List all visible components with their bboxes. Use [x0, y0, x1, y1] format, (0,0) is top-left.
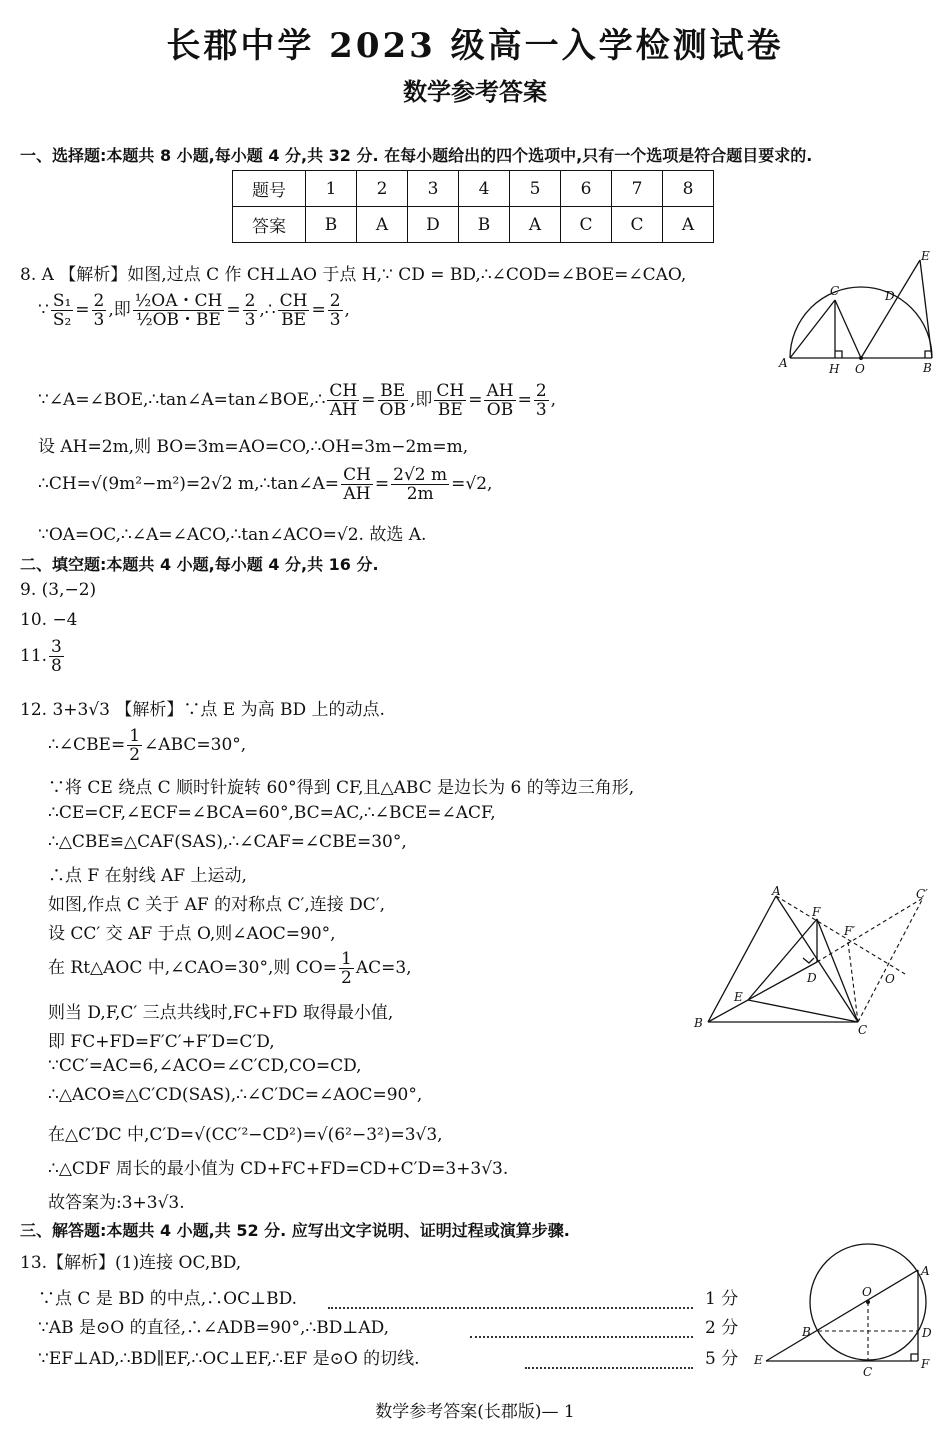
- text: ∴∠CBE=: [48, 735, 126, 755]
- score-1: 1 分: [705, 1289, 739, 1309]
- label-C: C: [858, 1023, 868, 1037]
- q13-line-2: ∵点 C 是 BD 的中点,∴OC⊥BD.: [38, 1289, 298, 1309]
- q12-line-16: 故答案为:3+3√3.: [48, 1193, 185, 1213]
- text: =: [311, 300, 326, 320]
- text: =√2,: [451, 474, 493, 494]
- right-angle-mark: [835, 351, 842, 358]
- denominator: 8: [51, 656, 62, 676]
- text: =: [75, 300, 90, 320]
- table-cell: A: [357, 207, 408, 243]
- fraction: [278, 292, 310, 329]
- text: ,即: [409, 390, 433, 410]
- fraction: [92, 292, 107, 329]
- label-B: B: [694, 1016, 703, 1030]
- q12-line-14: 在△C′DC 中,C′D=√(CC′²−CD²)=√(6²−3²)=3√3,: [48, 1125, 443, 1145]
- fraction: [534, 382, 549, 419]
- label-A: A: [921, 1264, 930, 1278]
- q12-line-11: 即 FC+FD=F′C′+F′D=C′D,: [48, 1032, 275, 1052]
- denominator: 3: [329, 310, 341, 330]
- numerator: CH: [329, 381, 358, 401]
- text: ,: [550, 390, 557, 410]
- text: 11.: [20, 646, 48, 666]
- q12-line-8: 设 CC′ 交 AF 于点 O,则∠AOC=90°,: [48, 924, 336, 944]
- table-cell: B: [459, 207, 510, 243]
- section3-heading: 三、解答题:本题共 4 小题,共 52 分. 应写出文字说明、证明过程或演算步骤.: [20, 1221, 570, 1240]
- text: ∠ABC=30°,: [144, 735, 247, 755]
- q12-line-7: 如图,作点 C 关于 AF 的对称点 C′,连接 DC′,: [48, 895, 386, 915]
- numerator: 2: [93, 291, 105, 311]
- table-cell: A: [510, 207, 561, 243]
- denominator: OB: [379, 400, 406, 420]
- figure-q12: [690, 884, 940, 1040]
- answer-11: [20, 638, 66, 675]
- label-O: O: [855, 362, 865, 376]
- score-3: 5 分: [705, 1349, 739, 1369]
- denominator: 2: [129, 745, 141, 765]
- numerator: 1: [340, 949, 352, 969]
- right-angle-mark: [803, 958, 814, 963]
- q8-line-2: [38, 292, 350, 329]
- table-row: [233, 171, 714, 207]
- text: ∵∠A=∠BOE,∴tan∠A=tan∠BOE,∴: [38, 390, 326, 410]
- label-E: E: [921, 249, 930, 263]
- leader-dots: [470, 1321, 693, 1340]
- q12-line-5: ∴△CBE≌△CAF(SAS),∴∠CAF=∠CBE=30°,: [48, 832, 407, 852]
- label-H: H: [829, 362, 840, 376]
- numerator: CH: [279, 291, 308, 311]
- q8-line-6: ∵OA=OC,∴∠A=∠ACO,∴tan∠ACO=√2. 故选 A.: [38, 525, 427, 545]
- fraction: [434, 382, 466, 419]
- label-F: F: [812, 905, 821, 919]
- denominator: 3: [535, 400, 547, 420]
- text: =: [517, 390, 532, 410]
- table-header-cell: 答案: [233, 207, 306, 243]
- q8-line-4: 设 AH=2m,则 BO=3m=AO=CO,∴OH=3m−2m=m,: [38, 437, 469, 457]
- q12-line-15: ∴△CDF 周长的最小值为 CD+FC+FD=CD+C′D=3+3√3.: [48, 1159, 509, 1179]
- page-subtitle: 数学参考答案: [403, 77, 547, 106]
- section2-heading: 二、填空题:本题共 4 小题,每小题 4 分,共 16 分.: [20, 555, 379, 574]
- q13-line-4: ∵EF⊥AD,∴BD∥EF,∴OC⊥EF,∴EF 是⊙O 的切线.: [38, 1349, 420, 1369]
- table-cell: 3: [408, 171, 459, 207]
- text: =: [468, 390, 483, 410]
- semicircle-arc: [790, 287, 932, 358]
- page-footer: 数学参考答案(长郡版)— 1: [375, 1402, 575, 1422]
- label-A: A: [779, 356, 788, 370]
- numerator: CH: [436, 381, 465, 401]
- denominator: AH: [329, 400, 357, 420]
- label-E: E: [734, 990, 743, 1004]
- fraction: [51, 292, 73, 329]
- q12-line-6: ∴点 F 在射线 AF 上运动,: [48, 866, 247, 886]
- q12-line-1: 12. 3+3√3 【解析】∵点 E 为高 BD 上的动点.: [20, 700, 385, 720]
- label-B: B: [923, 361, 932, 375]
- figure-q8: [775, 248, 940, 378]
- denominator: 3: [93, 310, 105, 330]
- section1-heading: 一、选择题:本题共 8 小题,每小题 4 分,共 32 分. 在每小题给出的四个选项中,只有一个选项是符合题目要求的.: [20, 146, 813, 165]
- denominator: OB: [486, 400, 514, 420]
- label-O: O: [885, 972, 895, 986]
- answer-10: 10. −4: [20, 610, 78, 630]
- fraction: [49, 638, 64, 675]
- numerator: 2: [244, 291, 256, 311]
- fraction: [391, 466, 449, 503]
- answer-table: [232, 170, 714, 243]
- text: ,即: [108, 300, 131, 320]
- fraction: [341, 466, 373, 503]
- line-EA: [766, 1270, 918, 1361]
- label-D: D: [807, 971, 817, 985]
- numerator: AH: [486, 381, 514, 401]
- table-cell: 6: [561, 171, 612, 207]
- fraction: [127, 727, 142, 764]
- fraction: [328, 292, 343, 329]
- q12-line-3: ∵将 CE 绕点 C 顺时针旋转 60°得到 CF,且△ABC 是边长为 6 的等边三角形,: [48, 778, 635, 798]
- table-cell: B: [306, 207, 357, 243]
- numerator: CH: [343, 465, 371, 485]
- table-header-cell: 题号: [233, 171, 306, 207]
- right-angle-mark: [911, 1354, 918, 1361]
- fraction: [133, 292, 225, 329]
- fraction: [484, 382, 515, 419]
- numerator: 3: [51, 637, 62, 657]
- denominator: AH: [343, 484, 371, 504]
- table-cell: A: [663, 207, 714, 243]
- text: =: [226, 300, 241, 320]
- numerator: 2√2 m: [393, 465, 448, 485]
- score-2: 2 分: [705, 1318, 739, 1338]
- table-cell: D: [408, 207, 459, 243]
- page-title: 长郡中学 2023 级高一入学检测试卷: [166, 26, 784, 66]
- denominator: BE: [437, 400, 463, 420]
- q8-line-5: [38, 466, 492, 503]
- q13-line-3: ∵AB 是⊙O 的直径,∴∠ADB=90°,∴BD⊥AD,: [38, 1318, 390, 1338]
- label-F: F: [921, 1357, 930, 1371]
- text: =: [361, 390, 376, 410]
- q12-line-4: ∴CE=CF,∠ECF=∠BCA=60°,BC=AC,∴∠BCE=∠ACF,: [48, 803, 496, 823]
- text: =: [374, 474, 390, 494]
- segment-EF: [748, 919, 817, 1000]
- table-cell: C: [561, 207, 612, 243]
- q12-line-9: [48, 950, 412, 987]
- numerator: BE: [378, 382, 408, 401]
- text: 在 Rt△AOC 中,∠CAO=30°,则 CO=: [48, 958, 337, 978]
- denominator: ½OB・BE: [136, 310, 221, 330]
- fraction: [339, 950, 354, 987]
- q8-line-3: [38, 382, 556, 419]
- leader-dots: [525, 1352, 693, 1371]
- center-point: [859, 356, 863, 360]
- text: ,: [344, 300, 350, 320]
- numerator: 2: [535, 381, 547, 401]
- segment-CCp: [858, 898, 923, 1022]
- text: ∴CH=√(9m²−m²)=2√2 m,∴tan∠A=: [38, 474, 340, 494]
- label-Cprime: C′: [916, 887, 928, 901]
- table-cell: 4: [459, 171, 510, 207]
- table-cell: 8: [663, 171, 714, 207]
- text: ,∴: [259, 300, 276, 320]
- segment-OE: [861, 260, 920, 358]
- table-cell: C: [612, 207, 663, 243]
- ray-AF: [776, 896, 905, 974]
- segment-AC: [790, 300, 835, 358]
- fraction: [327, 382, 359, 419]
- denominator: 2: [340, 968, 352, 988]
- label-O: O: [862, 1285, 872, 1299]
- q12-line-12: ∵CC′=AC=6,∠ACO=∠C′CD,CO=CD,: [48, 1056, 362, 1076]
- label-C: C: [830, 284, 840, 298]
- answer-9: 9. (3,−2): [20, 580, 97, 600]
- q13-line-1: 13.【解析】(1)连接 OC,BD,: [20, 1253, 242, 1273]
- numerator: 1: [129, 726, 141, 746]
- label-D: D: [885, 289, 895, 303]
- q8-line-1: 8. A 【解析】如图,过点 C 作 CH⊥AO 于点 H,∵ CD = BD,∴∠COD=∠BOE=∠CAO,: [20, 265, 687, 285]
- table-cell: 2: [357, 171, 408, 207]
- fraction: [378, 382, 408, 419]
- table-cell: 5: [510, 171, 561, 207]
- numerator: ½OA・CH: [134, 291, 223, 311]
- table-cell: 1: [306, 171, 357, 207]
- segment-EC: [748, 1000, 858, 1022]
- table-cell: 7: [612, 171, 663, 207]
- denominator: 2m: [406, 484, 434, 504]
- leader-dots: [328, 1292, 693, 1311]
- label-C: C: [863, 1365, 873, 1379]
- label-D: D: [922, 1326, 932, 1340]
- segment-CO: [835, 300, 861, 358]
- label-B: B: [802, 1325, 811, 1339]
- segment-EB: [920, 260, 932, 358]
- label-Fprime: F′: [844, 924, 856, 938]
- q12-line-10: 则当 D,F,C′ 三点共线时,FC+FD 取得最小值,: [48, 1003, 394, 1023]
- table-row: [233, 207, 714, 243]
- fraction: [243, 292, 258, 329]
- label-A: A: [772, 884, 781, 898]
- denominator: S₂: [52, 310, 72, 330]
- text: AC=3,: [355, 958, 412, 978]
- figure-q13: [750, 1243, 940, 1383]
- denominator: BE: [281, 310, 306, 330]
- denominator: 3: [244, 310, 256, 330]
- label-E: E: [754, 1353, 763, 1367]
- center-point: [866, 1300, 870, 1304]
- text: ∵: [38, 300, 49, 320]
- numerator: S₁: [52, 291, 72, 311]
- q12-line-2: [48, 727, 246, 764]
- numerator: 2: [329, 291, 341, 311]
- q12-line-13: ∴△ACO≌△C′CD(SAS),∴∠C′DC=∠AOC=90°,: [48, 1085, 423, 1105]
